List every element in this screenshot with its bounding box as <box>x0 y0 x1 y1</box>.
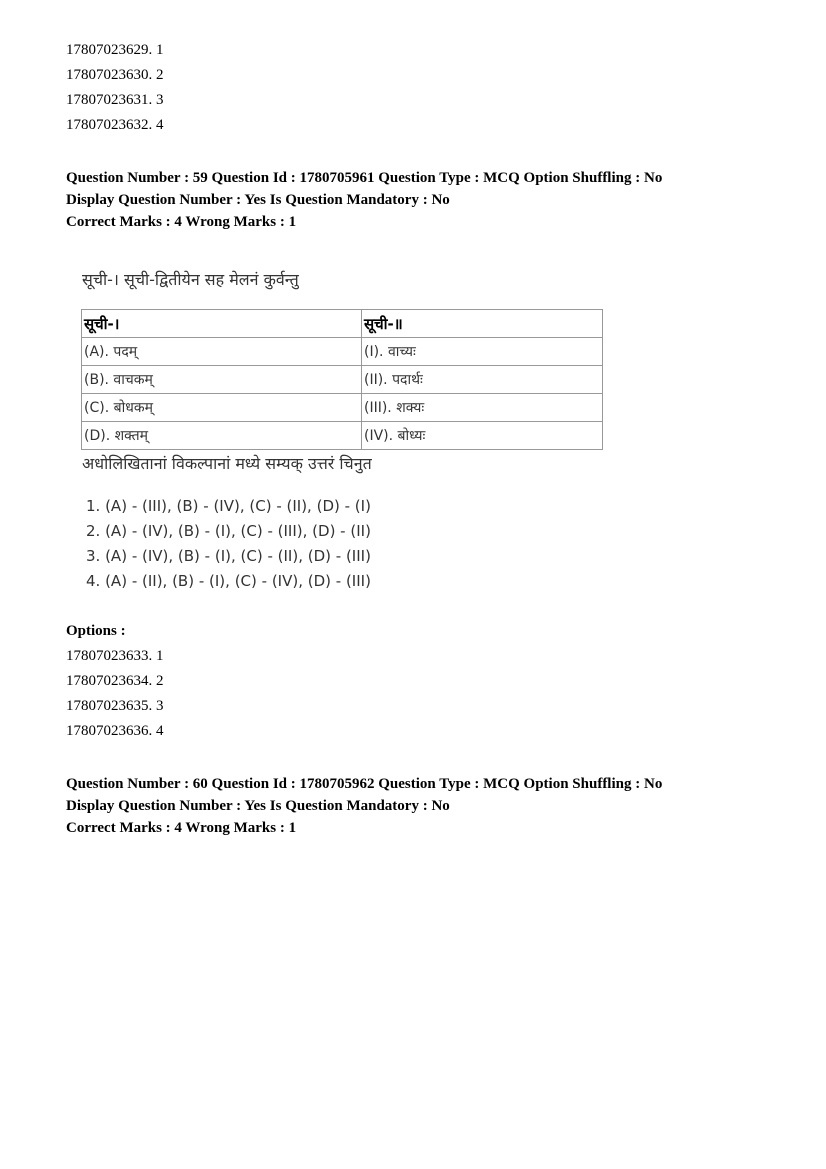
table-row <box>82 338 603 366</box>
table-row <box>82 422 603 450</box>
table-cell: (I). वाच्यः <box>362 338 603 366</box>
table-cell: (III). शक्यः <box>362 394 603 422</box>
table-cell: (C). बोधकम् <box>82 394 362 422</box>
option-line: 17807023631. 3 <box>66 92 164 108</box>
table-header-row <box>82 310 603 338</box>
question-60-meta <box>66 773 662 839</box>
table-cell: (D). शक्तम् <box>82 422 362 450</box>
option-line: 17807023634. 2 <box>66 673 164 689</box>
table-header-cell: सूची-॥ <box>362 310 603 338</box>
table-row <box>82 394 603 422</box>
option-line: 17807023635. 3 <box>66 698 164 714</box>
table-cell: (A). पदम् <box>82 338 362 366</box>
option-line: 17807023632. 4 <box>66 117 164 133</box>
question-prompt: अधोलिखितानां विकल्पानां मध्ये सम्यक् उत्तरं चिनुत <box>82 454 372 473</box>
option-line: 17807023630. 2 <box>66 67 164 83</box>
table-cell: (B). वाचकम् <box>82 366 362 394</box>
option-line: 17807023633. 1 <box>66 648 164 664</box>
answer-choice: 1. (A) - (III), (B) - (IV), (C) - (II), (D) - (I) <box>86 497 371 515</box>
marks-line: Correct Marks : 4 Wrong Marks : 1 <box>66 214 297 230</box>
option-line: 17807023636. 4 <box>66 723 164 739</box>
table-row <box>82 366 603 394</box>
question-meta-line: Question Number : 59 Question Id : 1780705961 Question Type : MCQ Option Shuffling : No <box>66 170 663 186</box>
question-meta-line: Question Number : 60 Question Id : 1780705962 Question Type : MCQ Option Shuffling : No <box>66 776 663 792</box>
marks-line: Correct Marks : 4 Wrong Marks : 1 <box>66 820 297 836</box>
question-display-line: Display Question Number : Yes Is Question Mandatory : No <box>66 798 450 814</box>
table-header-cell: सूची-। <box>82 310 362 338</box>
question-59-meta <box>66 167 662 233</box>
answer-choices <box>86 494 371 594</box>
table-cell: (IV). बोध्यः <box>362 422 603 450</box>
answer-choice: 3. (A) - (IV), (B) - (I), (C) - (II), (D) - (III) <box>86 547 371 565</box>
answer-choice: 2. (A) - (IV), (B) - (I), (C) - (III), (D) - (II) <box>86 522 371 540</box>
match-table <box>81 309 603 450</box>
options-label: Options : <box>66 623 126 639</box>
option-line: 17807023629. 1 <box>66 42 164 58</box>
question-display-line: Display Question Number : Yes Is Question Mandatory : No <box>66 192 450 208</box>
answer-choice: 4. (A) - (II), (B) - (I), (C) - (IV), (D) - (III) <box>86 572 371 590</box>
table-cell: (II). पदार्थः <box>362 366 603 394</box>
question-instruction: सूची-। सूची-द्वितीयेन सह मेलनं कुर्वन्तु <box>82 270 299 289</box>
